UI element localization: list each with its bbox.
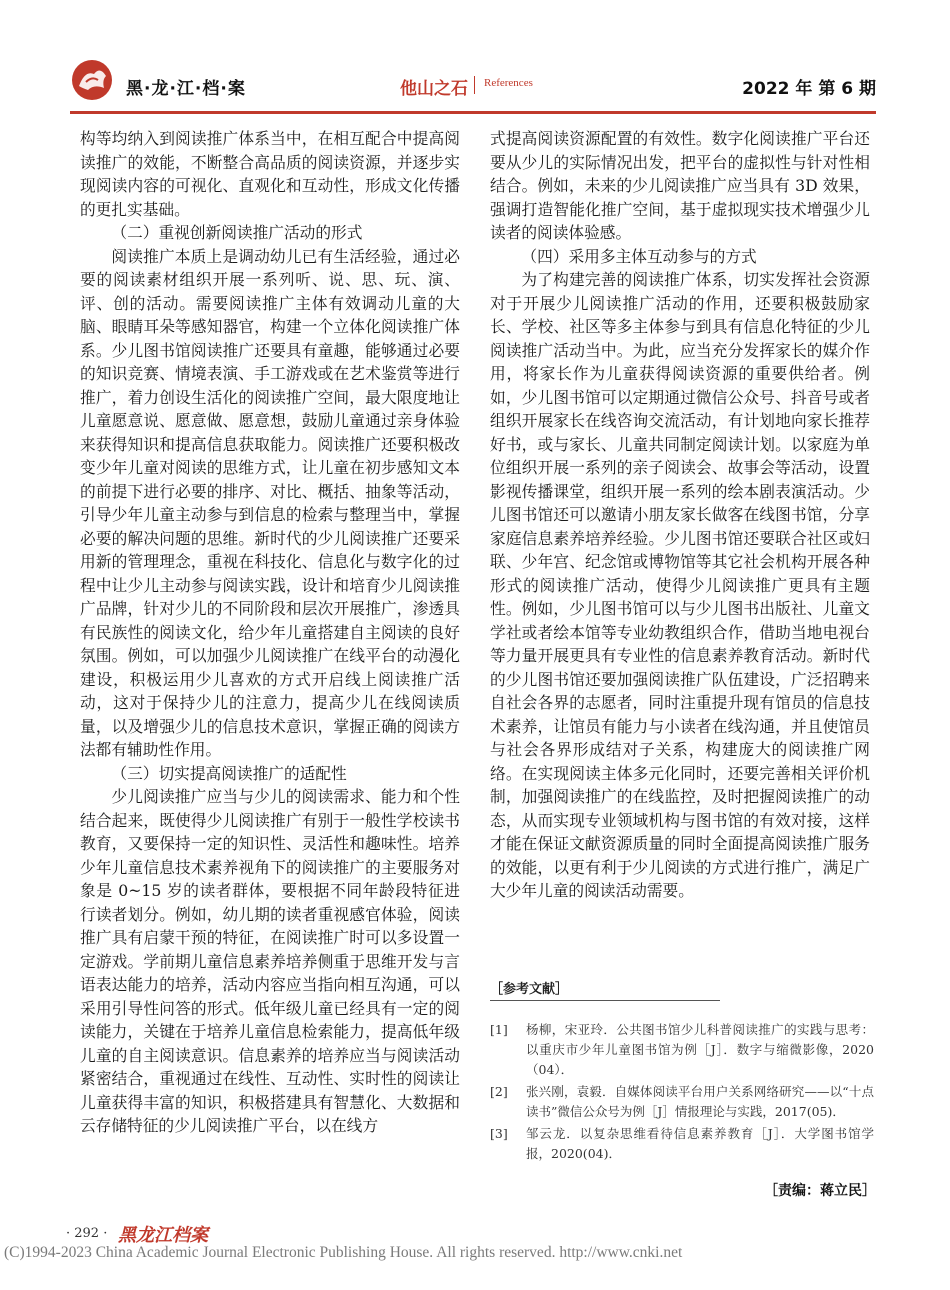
paragraph: 式提高阅读资源配置的有效性。数字化阅读推广平台还要从少儿的实际情况出发，把平台的虚拟性与针对性相结合。例如，未来的少儿阅读推广应当具有 3D 效果，强调打造智能化推广空间，基于虚拟现实技术增强少儿读者的阅读体验感。 (490, 129, 870, 242)
references-title: ［参考文献］ (490, 982, 569, 997)
editor-credit: ［责编：蒋立民］ (764, 1183, 876, 1199)
references-divider (490, 1000, 720, 1001)
header-divider (70, 111, 876, 114)
reference-number: [2] (490, 1084, 508, 1099)
subheading: （三）切实提高阅读推广的适配性 (111, 763, 347, 783)
reference-text: 杨柳，宋亚玲．公共图书馆少儿科普阅读推广的实践与思考：以重庆市少年儿童图书馆为例［J］．数字与缩微影像，2020（04）． (526, 1022, 874, 1077)
reference-item (490, 1020, 874, 1080)
copyright-notice: (C)1994-2023 China Academic Journal Electronic Publishing House. All rights reserved. http://www.cnki.net (4, 1244, 683, 1261)
journal-name: 黑·龙·江·档·案 (126, 79, 246, 99)
paragraph: 阅读推广本质上是调动幼儿已有生活经验，通过必要的阅读素材组织开展一系列听、说、思、玩、演、评、创的活动。需要阅读推广主体有效调动儿童的大脑、眼睛耳朵等感知器官，构建一个立体化阅读推广体系。少儿图书馆阅读推广还要具有童趣，能够通过必要的知识竞赛、情境表演、手工游戏或在艺术鉴赏等进行推广，着力创设生活化的阅读推广空间，最大限度地让儿童愿意说、愿意做、愿意想，鼓励儿童通过亲身体验来获得知识和提高信息获取能力。阅读推广还要积极改变少年儿童对阅读的思维方式，让儿童在初步感知文本的前提下进行必要的排序、对比、概括、抽象等活动，引导少年儿童主动参与到信息的检索与整理当中，掌握必要的解决问题的思维。新时代的少儿阅读推广还要采用新的管理理念，重视在科技化、信息化与数字化的过程中让少儿主动参与阅读实践，设计和培育少儿阅读推广品牌，针对少儿的不同阶段和层次开展推广，渗透具有民族性的阅读文化，给少年儿童搭建自主阅读的良好氛围。例如，可以加强少儿阅读推广在线平台的动漫化建设，积极运用少儿喜欢的方式开启线上阅读推广活动，这对于保持少儿的注意力，提高少儿在线阅读质量，以及增强少儿的信息技术意识，掌握正确的阅读方法都有辅助性作用。 (80, 246, 460, 759)
page-header (70, 58, 876, 108)
reference-item (490, 1082, 874, 1122)
paragraph: 为了构建完善的阅读推广体系，切实发挥社会资源对于开展少儿阅读推广活动的作用，还要积极鼓励家长、学校、社区等多主体参与到具有信息化特征的少儿阅读推广活动当中。为此，应当充分发挥家长的媒介作用，将家长作为儿童获得阅读资源的重要供给者。例如，少儿图书馆可以定期通过微信公众号、抖音号或者组织开展家长在线咨询交流活动，有计划地向家长推荐好书，或与家长、儿童共同制定阅读计划。以家庭为单位组织开展一系列的亲子阅读会、故事会等活动，设置影视传播课堂，组织开展一系列的绘本剧表演活动。少儿图书馆还可以邀请小朋友家长做客在线图书馆，分享家庭信息素养培养经验。少儿图书馆还要联合社区或妇联、少年宫、纪念馆或博物馆等其它社会机构开展各种形式的阅读推广活动，使得少儿阅读推广更具有主题性。例如，少儿图书馆可以与少儿图书出版社、儿童文学社或者绘本馆等专业幼教组织合作，借助当地电视台等力量开展更具有专业性的信息素养教育活动。新时代的少儿图书馆还要加强阅读推广队伍建设，广泛招聘来自社会各界的志愿者，同时注重提升现有馆员的信息技术素养，让馆员有能力与小读者在线沟通，并且使馆员与社会各界形成结对子关系，构建庞大的阅读推广网络。在实现阅读主体多元化同时，还要完善相关评价机制，加强阅读推广的在线监控，及时把握阅读推广的动态，从而实现专业领域机构与图书馆的有效对接，这样才能在保证文献资源质量的同时全面提高阅读推广服务的效能，以更有利于少儿阅读的方式进行推广，满足广大少年儿童的阅读活动需要。 (490, 270, 870, 900)
journal-logo: 黑龙江档案 (118, 1225, 208, 1246)
section-title: 他山之石 (400, 79, 468, 99)
body-column-left (80, 127, 460, 1227)
reference-text: 张兴刚，袁毅．自媒体阅读平台用户关系网络研究——以“十点读书”微信公众号为例［J］情报理论与实践，2017(05)． (526, 1084, 874, 1119)
body-column-right (490, 127, 870, 903)
page-number: · 292 · (66, 1226, 108, 1241)
subheading: （四）采用多主体互动参与的方式 (521, 246, 757, 266)
paragraph: 少儿阅读推广应当与少儿的阅读需求、能力和个性结合起来，既使得少儿阅读推广有别于一般性学校读书教育，又要保持一定的知识性、灵活性和趣味性。培养少年儿童信息技术素养视角下的阅读推广的主要服务对象是 0~15 岁的读者群体，要根据不同年龄段特征进行读者划分。例如，幼儿期的读者重视感官体验，阅读推广具有启蒙干预的特征，在阅读推广时可以多设置一定游戏。学前期儿童信息素养培养侧重于思维开发与言语表达能力的培养，活动内容应当指向相互沟通，可以采用引导性问答的形式。低年级儿童已经具有一定的阅读能力，关键在于培养儿童信息检索能力，提高低年级儿童的自主阅读意识。信息素养的培养应当与阅读活动紧密结合，重视通过在线性、互动性、实时性的阅读让儿童获得丰富的知识，积极搭建具有智慧化、大数据和云存储特征的少儿阅读推广平台，以在线方 (80, 787, 460, 1135)
reference-number: [1] (490, 1022, 508, 1037)
reference-item (490, 1124, 874, 1164)
journal-emblem-icon (70, 58, 114, 102)
paragraph: 构等均纳入到阅读推广体系当中，在相互配合中提高阅读推广的效能，不断整合高品质的阅读资源，并逐步实现阅读内容的可视化、直观化和互动性，形成文化传播的更扎实基础。 (80, 129, 460, 219)
section-separator (474, 76, 475, 94)
issue-label: 2022 年 第 6 期 (742, 79, 876, 99)
reference-number: [3] (490, 1126, 508, 1141)
subheading: （二）重视创新阅读推广活动的形式 (111, 223, 363, 242)
references-list (490, 1020, 874, 1166)
reference-text: 邹云龙．以复杂思维看待信息素养教育［J］．大学图书馆学报，2020(04)． (526, 1126, 874, 1161)
section-title-en: References (484, 77, 533, 89)
